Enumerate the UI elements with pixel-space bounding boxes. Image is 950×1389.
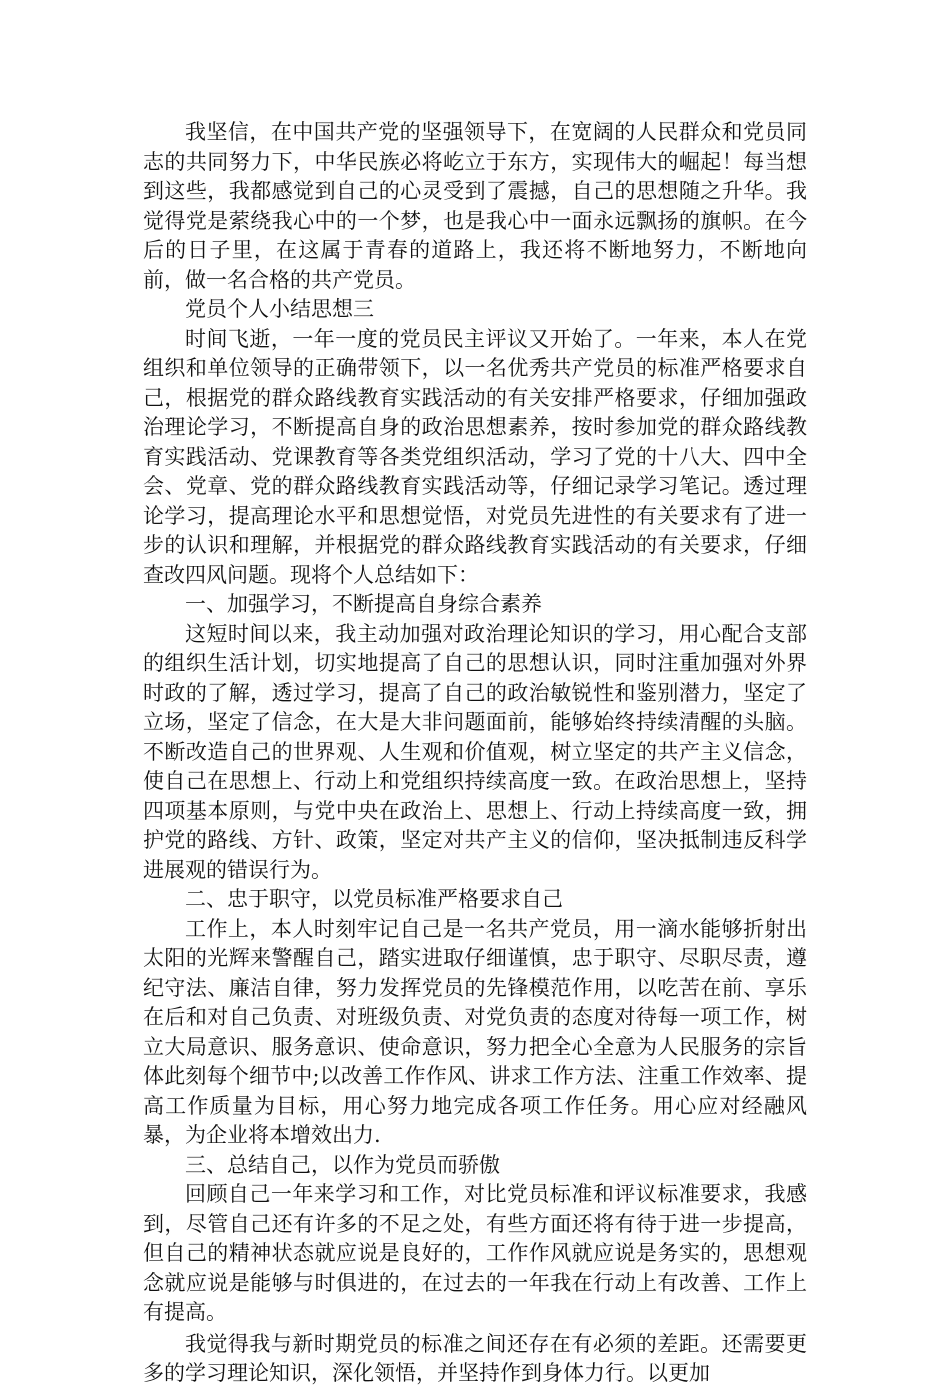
paragraph-shortcomings: 我觉得我与新时期党员的标准之间还存在有必须的差距。还需要更多的学习理论知识，深化领悟，并坚持作到身体力行。以更加 (143, 1331, 807, 1385)
paragraph-review: 回顾自己一年来学习和工作，对比党员标准和评议标准要求，我感到，尽管自己还有许多的不足之处，有些方面还将有待于进一步提高，但自己的精神状态就应说是良好的，工作作风就应说是务实的，思想观念就应说是能够与时俱进的，在过去的一年我在行动上有改善、工作上有提高。 (143, 1182, 807, 1324)
paragraph-work: 工作上，本人时刻牢记自己是一名共产党员，用一滴水能够折射出太阳的光辉来警醒自己，踏实进取仔细谨慎，忠于职守、尽职尽责，遵纪守法、廉洁自律，努力发挥党员的先锋模范作用，以吃苦在前、享乐在后和对自己负责、对班级负责、对党负责的态度对待每一项工作，树立大局意识、服务意识、使命意识，努力把全心全意为人民服务的宗旨体此刻每个细节中;以改善工作作风、讲求工作方法、注重工作效率、提高工作质量为目标，用心努力地完成各项工作任务。用心应对经融风暴，为企业将本增效出力. (143, 916, 807, 1147)
section-title-summary-three: 党员个人小结思想三 (185, 297, 374, 321)
heading-self-summary: 三、总结自己，以作为党员而骄傲 (185, 1152, 500, 1177)
heading-strengthen-study: 一、加强学习，不断提高自身综合素养 (185, 592, 542, 616)
paragraph-study: 这短时间以来，我主动加强对政治理论知识的学习，用心配合支部的组织生活计划，切实地提高了自己的思想认识，同时注重加强对外界时政的了解，透过学习，提高了自己的政治敏锐性和鉴别潜力，坚定了立场，坚定了信念，在大是大非问题面前，能够始终持续清醒的头脑。不断改造自己的世界观、人生观和价值观，树立坚定的共产主义信念，使自己在思想上、行动上和党组织持续高度一致。在政治思想上，坚持四项基本原则，与党中央在政治上、思想上、行动上持续高度一致，拥护党的路线、方针、政策，坚定对共产主义的信仰，坚决抵制违反科学进展观的错误行为。 (143, 621, 807, 882)
paragraph-introduction: 时间飞逝，一年一度的党员民主评议又开始了。一年来，本人在党组织和单位领导的正确带领下，以一名优秀共产党员的标准严格要求自己，根据党的群众路线教育实践活动的有关安排严格要求，仔细加强政治理论学习，不断提高自身的政治思想素养，按时参加党的群众路线教育实践活动、党课教育等各类党组织活动，学习了党的十八大、四中全会、党章、党的群众路线教育实践活动等，仔细记录学习笔记。透过理论学习，提高理论水平和思想觉悟，对党员先进性的有关要求有了进一步的认识和理解，并根据党的群众路线教育实践活动的有关要求，仔细查改四风问题。现将个人总结如下： (143, 326, 807, 587)
paragraph-belief: 我坚信，在中国共产党的坚强领导下，在宽阔的人民群众和党员同志的共同努力下，中华民族必将屹立于东方，实现伟大的崛起！每当想到这些，我都感觉到自己的心灵受到了震撼，自己的思想随之升华。我觉得党是萦绕我心中的一个梦，也是我心中一面永远飘扬的旗帜。在今后的日子里，在这属于青春的道路上，我还将不断地努力，不断地向前，做一名合格的共产党员。 (143, 120, 807, 292)
heading-loyal-duty: 二、忠于职守，以党员标准严格要求自己 (185, 887, 563, 911)
document-page (143, 118, 807, 1389)
